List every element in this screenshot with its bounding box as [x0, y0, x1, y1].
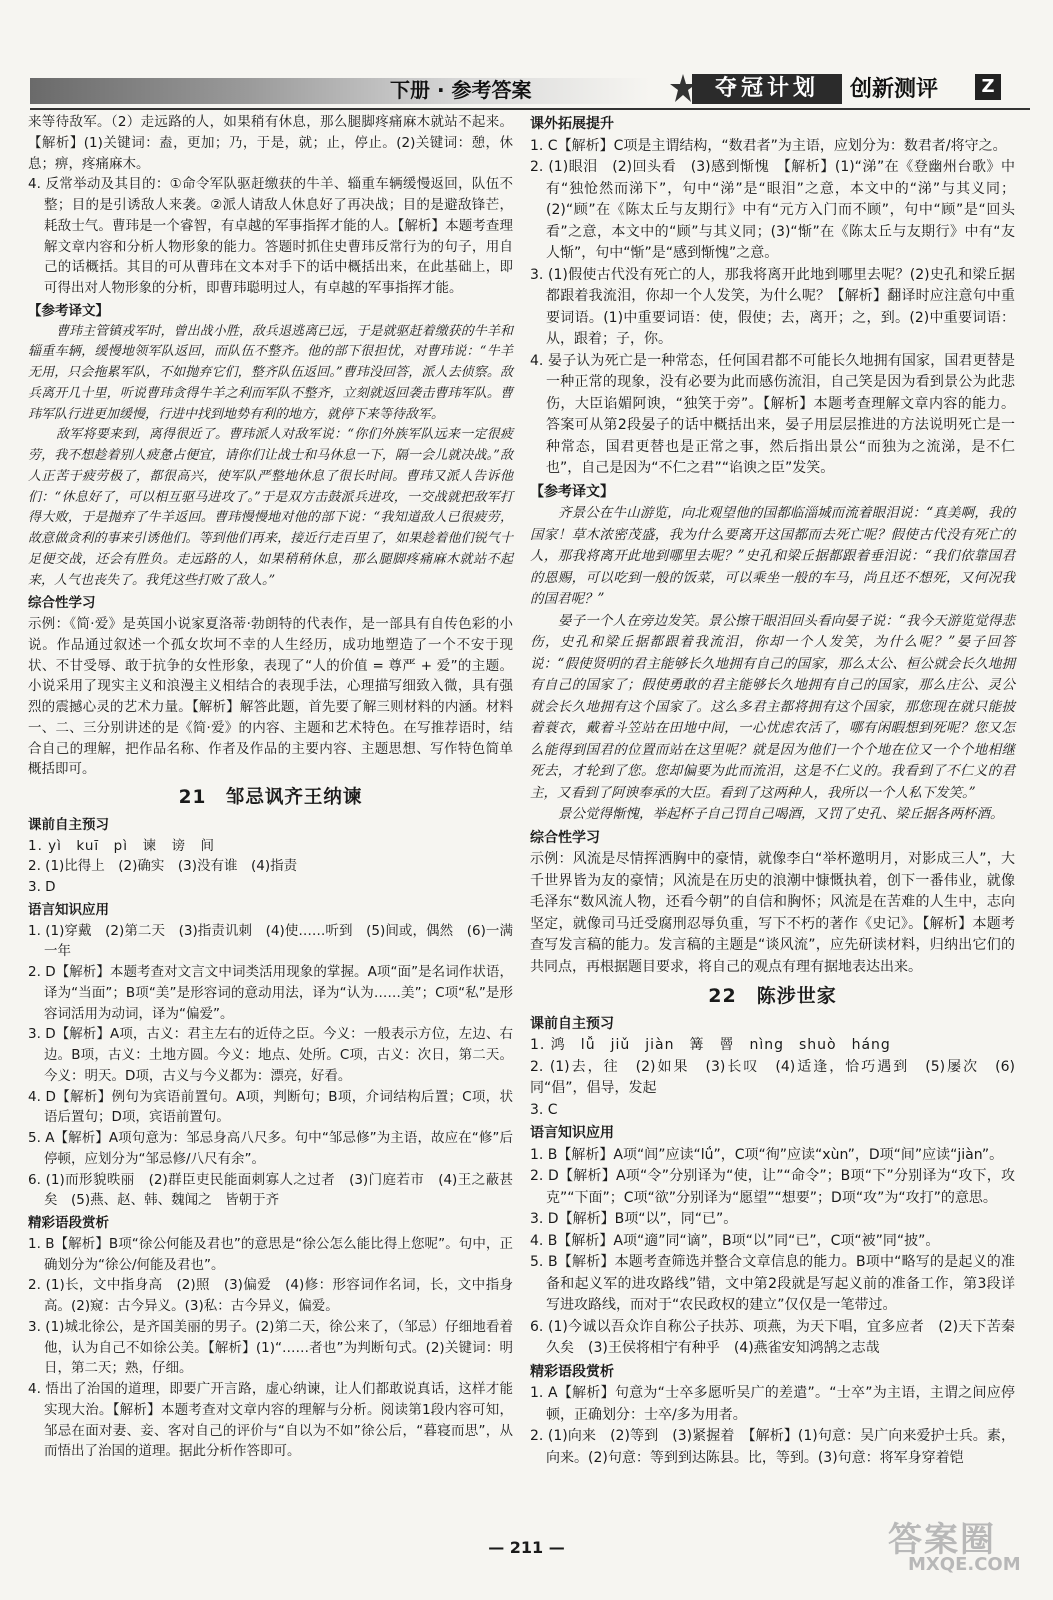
paragraph: 3. C	[530, 1101, 558, 1118]
answer-item: 2. (1)向来 (2)等到 (3)紧握着 【解析】(1)句意：吴广向来爱护士兵。素，向来。(2)句意：等到到达陈县。比，等到。(3)句意：将军身穿着铠	[530, 1428, 1015, 1466]
paragraph: 2. (1)比得上 (2)确实 (3)没有谁 (4)指责	[28, 858, 298, 875]
section-heading: 综合性学习	[530, 829, 600, 846]
answer-item: 4. 反常举动及其目的：①命令军队驱赶缴获的牛羊、辎重车辆缓慢返回，队伍不整；目的是引诱敌人来袭。②派人请敌人休息好了再决战；目的是避敌锋芒，耗敌士气。曹玮是一个睿智，有卓越的军事指挥才能的人。【解析】本题考查理解文章内容和分析人物形象的能力。答题时抓住史曹玮反常行为的句子，用自己的话概括。其目的可从曹玮在文本对手下的话中概括出来，在此基础上，即可得出对人物形象的分析，即曹玮聪明过人，有卓越的军事指挥才能。	[28, 176, 513, 296]
header-gradient-band	[30, 78, 650, 104]
answer-item: 1. (1)穿戴 (2)第二天 (3)指责讥刺 (4)使……听到 (5)间或，偶然 (6)一满一年	[28, 922, 513, 960]
section-heading: 课前自主预习	[530, 1015, 614, 1032]
paragraph: 示例：《简·爱》是英国小说家夏洛蒂·勃朗特的代表作，是一部具有自传色彩的小说。作品通过叙述一个孤女坎坷不幸的人生经历，成功地塑造了一个不安于现状、不甘受辱、敢于抗争的女性形象，表现了“人的价值 = 尊严 + 爱”的主题。小说采用了现实主义和浪漫主义相结合的表现手法，心理描写细致入微，具有强烈的震撼心灵的艺术力量。【解析】解答此题，首先要了解三则材料的内涵。材料一、二、三分别讲述的是《简·爱》的内容、主题和艺术特色。在写推荐语时，结合自己的理解，把作品名称、作者及作品的主要内容、主题思想、写作特色简单概括即可。	[28, 616, 513, 778]
answer-item: 1. B【解析】B项“徐公何能及君也”的意思是“徐公怎么能比得上您呢”。句中，正确划分为“徐公/何能及君也”。	[28, 1235, 513, 1273]
translation-paragraph: 晏子一个人在旁边发笑。景公擦干眼泪回头看向晏子说：“我今天游览觉得悲伤，史孔和梁丘据都跟着我流泪，你却一个人发笑，为什么呢？”晏子回答说：“假使贤明的君主能够长久地拥有自己的国家，那么太公、桓公就会长久地拥有自己的国家了；假使勇敢的君主能够长久地拥有自己的国家，那么庄公、灵公就会长久地拥有这个国家了。这么多君主都将拥有这个国家，那您现在就只能披着蓑衣，戴着斗笠站在田地中间，一心忧虑农活了，哪有闲暇想到死呢？您又怎么能得到国君的位置而站在这里呢？就是因为他们一个个地在位又一个个地相继死去，才轮到了您。您却偏要为此而流泪，这是不仁义的。我看到了不仁义的君主，又看到了阿谀奉承的大臣。看到了这两种人，我所以一个人私下发笑。”	[530, 612, 1015, 801]
paragraph: 来等待敌军。（2）走远路的人，如果稍有休息，那么腿脚疼痛麻木就站不起来。【解析】(1)关键词：盍，更加；乃，于是，就；止，停止。(2)关键词：憩，休息；痹，疼痛麻木。	[28, 114, 513, 172]
section-heading: 综合性学习	[28, 595, 96, 612]
section-heading: 课前自主预习	[28, 816, 109, 833]
header-badge: Z	[975, 74, 1001, 100]
answer-item: 1. B【解析】A项“闾”应读“lǘ”，C项“徇”应读“xùn”，D项“间”应读“jiàn”。	[530, 1146, 1004, 1163]
pinyin-line: 1. yì kuī pì 谏 谤 间	[28, 837, 215, 854]
translation-paragraph: 曹玮主管镇戎军时，曾出战小胜，敌兵退逃离已远，于是就驱赶着缴获的牛羊和辎重车辆，缓慢地领军队返回，而队伍不整齐。他的部下很担忧，对曹玮说：“牛羊无用，只会拖累军队，不如抛弃它们，整齐队伍返回。”曹玮没回答，派人去侦察。敌兵离开几十里，听说曹玮贪得牛羊之利而军队不整齐，立刻就返回袭击曹玮军队。曹玮军队行进更加缓慢，行进中找到地势有利的地方，就停下来等待敌军。	[28, 323, 513, 422]
header-title: 下册 · 参考答案	[390, 78, 532, 102]
watermark-text: 答案圈	[888, 1520, 996, 1560]
chapter-title: 21 邹忌讽齐王纳谏	[178, 787, 363, 808]
answer-item: 3. D【解析】B项“以”，同“已”。	[530, 1211, 738, 1227]
answer-item: 4. 晏子认为死亡是一种常态，任何国君都不可能长久地拥有国家，国君更替是一种正常的现象，没有必要为此而感伤流泪，自己笑是因为看到景公为此悲伤，大臣谄媚阿谀，“独笑于旁”。【解析】本题考查理解文章内容的能力。答案可从第2段晏子的话中概括出来，晏子用层层推进的方法说明死亡是一种常态，国君更替也是正常之事，然后指出景公“而独为之流涕，是不仁也”，自己是因为“不仁之君”“谄谀之臣”发笑。	[530, 352, 1015, 476]
paragraph: 2. (1)去，往 (2)如果 (3)长叹 (4)适逢，恰巧遇到 (5)屡次 (6)同“倡”，倡导，发起	[530, 1058, 1015, 1096]
page-header	[30, 72, 1030, 110]
answer-item: 2. (1)眼泪 (2)回头看 (3)感到惭愧 【解析】(1)“涕”在《登幽州台歌》中有“独怆然而涕下”，句中“涕”是“眼泪”之意，本文中的“涕”与其义同；(2)“顾”在《陈太丘与友期行》中有“元方入门而不顾”，句中“顾”是“回头看”之意，本文中的“顾”与其义同；(3)“惭”在《陈太丘与友期行》中有“友人惭”，句中“惭”是“感到惭愧”之意。	[530, 159, 1015, 261]
answer-item: 5. A【解析】A项句意为：邹忌身高八尺多。句中“邹忌修”为主语，故应在“修”后停顿，应划分为“邹忌修/八尺有余”。	[28, 1130, 513, 1167]
paragraph: 3. D	[28, 879, 56, 895]
section-heading: 语言知识应用	[530, 1125, 614, 1141]
answer-item: 5. B【解析】本题考查筛选并整合文章信息的能力。B项中“略写的是起义的准备和起义军的进攻路线”错，文中第2段就是写起义前的准备工作，第3段详写进攻路线，而对于“农民政权的建立”仅仅是一笔带过。	[530, 1254, 1015, 1313]
watermark	[888, 1512, 1038, 1575]
translation-paragraph: 齐景公在牛山游览，向北观望他的国都临淄城而流着眼泪说：“真美啊，我的国家！草木浓密茂盛，我为什么要离开这国都而去死亡呢？假使古代没有死亡的人，那我将离开此地到哪里去呢？”史孔和梁丘据都跟着垂泪说：“我们依靠国君的恩赐，可以吃到一般的饭菜，可以乘坐一般的车马，尚且还不想死，又何况我的国君呢？”	[530, 505, 1015, 607]
section-heading: 课外拓展提升	[530, 116, 614, 132]
chapter-title: 22 陈涉世家	[708, 985, 837, 1007]
section-heading: 【参考译文】	[28, 302, 109, 319]
translation-paragraph: 敌军将要来到，离得很近了。曹玮派人对敌军说：“你们外族军队远来一定很疲劳，我不想趁着别人疲惫占便宜，请你们让战士和马休息一下，隔一会儿就决战。”敌人正苦于疲劳极了，都很高兴，使军队严整地休息了很长时间。曹玮又派人告诉他们：“休息好了，可以相互驱马进攻了。”于是双方击鼓派兵进攻，一交战就把敌军打得大败，于是抛弃了牛羊返回。曹玮慢慢地对他的部下说：“我知道敌人已很疲劳，故意做贪利的事来引诱他们。等到他们再来，接近行走百里了，如果趁着他们锐气十足便交战，还会有胜负。走远路的人，如果稍稍休息，那么腿脚疼痛麻木就站不起来，人气也丧失了。我凭这些打败了敌人。”	[28, 427, 513, 588]
answer-item: 3. (1)城北徐公，是齐国美丽的男子。(2)第二天，徐公来了，（邹忌）仔细地看着他，认为自己不如徐公美。【解析】(1)“……者也”为判断句式。(2)关键词：明日，第二天；熟，仔细。	[28, 1318, 513, 1377]
header-brand: 创新测评	[850, 77, 939, 102]
answer-item: 1. A【解析】句意为“士卒多愿听吴广的差遣”。“士卒”为主语，主谓之间应停顿，正确划分：士卒/多为用者。	[530, 1385, 1015, 1423]
section-heading: 精彩语段赏析	[28, 1215, 109, 1231]
answer-item: 6. (1)而形貌昳丽 (2)群臣吏民能面刺寡人之过者 (3)门庭若市 (4)王之蔽甚矣 (5)燕、赵、韩、魏闻之 皆朝于齐	[28, 1171, 513, 1209]
section-heading: 语言知识应用	[28, 901, 109, 918]
answer-item: 3. D【解析】A项，古义：君主左右的近侍之臣。今义：一般表示方位，左边、右边。B项，古义：土地方圆。今义：地点、处所。C项，古义：次日，第二天。今义：明天。D项，古义与今义都为：漂亮，好看。	[28, 1026, 513, 1084]
watermark-url: MXQE.COM	[908, 1554, 1021, 1575]
pinyin-line: 1. 鸿 lǚ jiǔ jiàn 篝 罾 nìng shuò háng	[530, 1037, 891, 1053]
answer-item: 6. (1)今诚以吾众诈自称公子扶苏、项燕，为天下唱，宜多应者 (2)天下苦秦久矣 (3)王侯将相宁有种乎 (4)燕雀安知鸿鹄之志哉	[530, 1318, 1015, 1356]
answer-item: 4. 悟出了治国的道理，即要广开言路，虚心纳谏，让人们都敢说真话，这样才能实现大治。【解析】本题考查对文章内容的理解与分析。阅读第1段内容可知，邹忌在面对妻、妾、客对自己的评价与“自以为不如”徐公后，“暮寝而思”，从而悟出了治国的道理。据此分析作答即可。	[28, 1381, 513, 1460]
page-number: — 211 —	[488, 1538, 565, 1557]
answer-item: 2. D【解析】A项“令”分别译为“使，让”“命令”；B项“下”分别译为“攻下，攻克”“下面”；C项“欲”分别译为“愿望”“想要”；D项“攻”为“攻打”的意思。	[530, 1168, 1015, 1206]
translation-paragraph: 景公觉得惭愧，举起杯子自己罚自己喝酒，又罚了史孔、梁丘据各两杯酒。	[558, 806, 1004, 822]
answer-item: 4. D【解析】例句为宾语前置句。A项，判断句；B项，介词结构后置；C项，状语后置句；D项，宾语前置句。	[28, 1088, 513, 1126]
section-heading: 精彩语段赏析	[530, 1363, 614, 1380]
left-column	[28, 112, 513, 1462]
logo	[670, 72, 845, 106]
header-divider	[30, 108, 1030, 110]
answer-item: 2. D【解析】本题考查对文言文中词类活用现象的掌握。A项“面”是名词作状语，译为“当面”；B项“美”是形容词的意动用法，译为“认为……美”；C项“私”是形容词活用为动词，译为“偏爱”。	[28, 964, 513, 1022]
right-column	[530, 112, 1015, 1469]
logo-text: 夺冠计划	[692, 74, 842, 104]
section-heading: 【参考译文】	[530, 483, 614, 500]
answer-item: 3. (1)假使古代没有死亡的人，那我将离开此地到哪里去呢？(2)史孔和梁丘据都跟着我流泪，你却一个人发笑，为什么呢？【解析】翻译时应注意句中重要词语。(1)中重要词语：使，假使；去，离开；之，到。(2)中重要词语：从，跟着；子，你。	[530, 266, 1015, 347]
answer-item: 4. B【解析】A项“適”同“谪”，B项“以”同“已”，C项“被”同“披”。	[530, 1232, 940, 1249]
answer-item: 1. C【解析】C项是主谓结构，“数君者”为主语，应划分为：数君者/将守之。	[530, 137, 1007, 154]
answer-item: 2. (1)长，文中指身高 (2)照 (3)偏爱 (4)修：形容词作名词，长，文中指身高。(2)窥：古今异义。(3)私：古今异义，偏爱。	[28, 1277, 513, 1314]
paragraph: 示例：风流是尽情挥洒胸中的豪情，就像李白“举杯邀明月，对影成三人”，大千世界皆为友的豪情；风流是在历史的浪潮中慷慨执着，创下一番伟业，就像毛泽东“数风流人物，还看今朝”的自信和胸怀；风流是在苦难的人生中，志向坚定，就像司马迁受腐刑忍辱负重，写下不朽的著作《史记》。【解析】本题考查写发言稿的能力。发言稿的主题是“谈风流”，应先研读材料，归纳出它们的共同点，再根据题目要求，将自己的观点有理有据地表达出来。	[530, 851, 1015, 975]
